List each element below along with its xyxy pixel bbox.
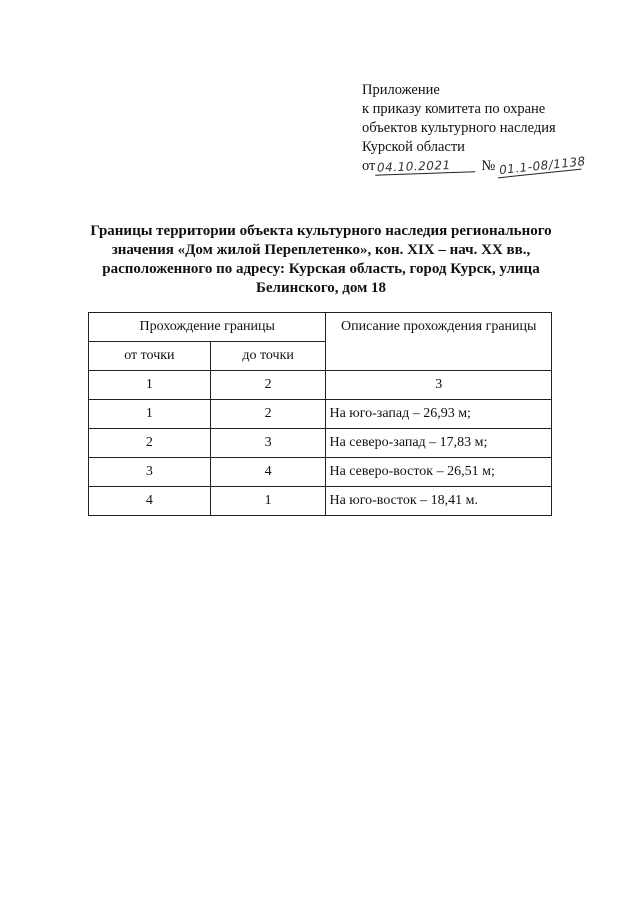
appendix-line: объектов культурного наследия [362, 120, 556, 136]
appendix-line: к приказу комитета по охране [362, 101, 546, 117]
table-row [89, 429, 552, 458]
title-line: Белинского, дом 18 [255, 280, 387, 296]
description-cell: На северо-запад – 17,83 м; [326, 429, 552, 458]
description-cell: На северо-восток – 26,51 м; [326, 458, 552, 487]
to-point-cell: 2 [210, 400, 326, 429]
from-point-cell: 2 [89, 429, 211, 458]
table-row [89, 400, 552, 429]
column-number: 1 [89, 371, 211, 400]
table-row [89, 487, 552, 516]
title-line: значения «Дом жилой Переплетенко», кон. XIX – нач. XX вв., [111, 242, 531, 258]
header-boundary-passage: Прохождение границы [89, 313, 326, 342]
header-description: Описание прохождения границы [326, 313, 552, 371]
to-point-cell: 4 [210, 458, 326, 487]
from-point-cell: 4 [89, 487, 211, 516]
number-prefix: № [481, 158, 496, 174]
title-line: расположенного по адресу: Курская область, город Курск, улица [102, 261, 540, 277]
title-line: Границы территории объекта культурного наследия регионального [90, 223, 552, 239]
description-cell: На юго-восток – 18,41 м. [326, 487, 552, 516]
appendix-line: Приложение [362, 82, 440, 98]
to-point-cell: 1 [210, 487, 326, 516]
from-point-cell: 3 [89, 458, 211, 487]
handwritten-date: 04.10.2021 [375, 157, 475, 175]
document-title [80, 222, 562, 298]
column-number: 2 [210, 371, 326, 400]
description-cell: На юго-запад – 26,93 м; [326, 400, 552, 429]
column-number: 3 [326, 371, 552, 400]
appendix-block [362, 81, 622, 176]
header-from-point: от точки [89, 342, 211, 371]
boundary-table [88, 312, 552, 516]
date-prefix: от [362, 158, 376, 174]
table-header-row [89, 313, 552, 342]
appendix-line: Курской области [362, 139, 465, 155]
handwritten-number: 01.1-08/1138 [498, 154, 587, 178]
from-point-cell: 1 [89, 400, 211, 429]
table-row [89, 458, 552, 487]
column-number-row [89, 371, 552, 400]
order-date-number-row [362, 154, 622, 178]
to-point-cell: 3 [210, 429, 326, 458]
header-to-point: до точки [210, 342, 326, 371]
